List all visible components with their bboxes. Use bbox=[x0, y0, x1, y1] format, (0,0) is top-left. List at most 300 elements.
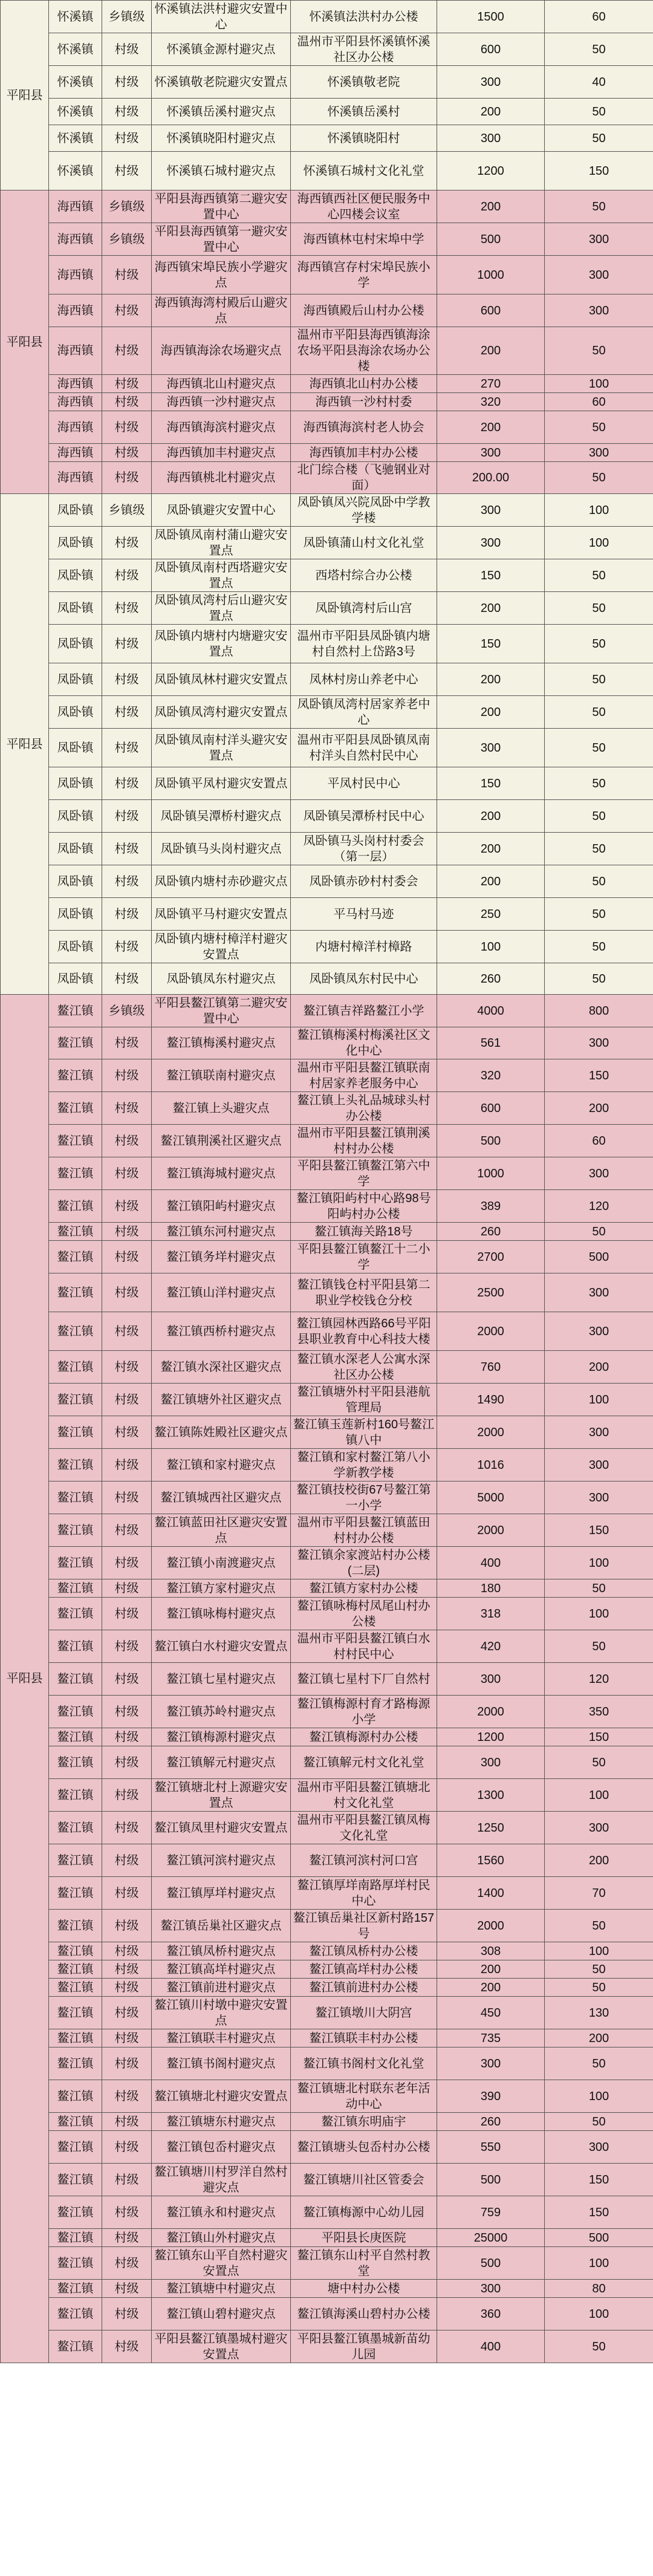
level-cell: 村级 bbox=[102, 411, 152, 444]
town-cell: 凤卧镇 bbox=[49, 767, 102, 800]
location-cell: 温州市平阳县怀溪镇怀溪社区办公楼 bbox=[291, 33, 437, 66]
level-cell: 乡镇级 bbox=[102, 494, 152, 527]
level-cell: 村级 bbox=[102, 527, 152, 559]
town-cell: 海西镇 bbox=[49, 375, 102, 393]
town-cell: 海西镇 bbox=[49, 444, 102, 462]
capacity-cell: 300 bbox=[545, 1312, 653, 1351]
table-row bbox=[1, 1092, 653, 1125]
location-cell: 内塘村樟洋村樟路 bbox=[291, 931, 437, 963]
capacity-cell: 100 bbox=[545, 2080, 653, 2113]
table-row bbox=[1, 1223, 653, 1241]
table-row bbox=[1, 494, 653, 527]
name-cell: 凤卧镇马头岗村避灾点 bbox=[152, 833, 291, 865]
town-cell: 凤卧镇 bbox=[49, 696, 102, 729]
level-cell: 村级 bbox=[102, 1746, 152, 1779]
level-cell: 村级 bbox=[102, 2247, 152, 2280]
capacity-cell: 150 bbox=[545, 1059, 653, 1092]
level-cell: 村级 bbox=[102, 2131, 152, 2164]
area-cell: 1500 bbox=[437, 1, 545, 33]
area-cell: 100 bbox=[437, 931, 545, 963]
town-cell: 怀溪镇 bbox=[49, 1, 102, 33]
town-cell: 凤卧镇 bbox=[49, 494, 102, 527]
town-cell: 怀溪镇 bbox=[49, 66, 102, 99]
table-row bbox=[1, 898, 653, 931]
level-cell: 乡镇级 bbox=[102, 190, 152, 223]
table-row bbox=[1, 1746, 653, 1779]
table-row bbox=[1, 1059, 653, 1092]
location-cell: 鳌江镇东明庙宇 bbox=[291, 2113, 437, 2131]
town-cell: 海西镇 bbox=[49, 462, 102, 494]
area-cell: 735 bbox=[437, 2029, 545, 2047]
name-cell: 鳌江镇河滨村避灾点 bbox=[152, 1844, 291, 1877]
table-row bbox=[1, 696, 653, 729]
capacity-cell: 50 bbox=[545, 767, 653, 800]
table-row bbox=[1, 767, 653, 800]
town-cell: 鳌江镇 bbox=[49, 2229, 102, 2247]
area-cell: 2000 bbox=[437, 1910, 545, 1942]
location-cell: 温州市平阳县鳌江镇联南村居家养老服务中心 bbox=[291, 1059, 437, 1092]
town-cell: 鳌江镇 bbox=[49, 1630, 102, 1663]
town-cell: 鳌江镇 bbox=[49, 1877, 102, 1910]
level-cell: 村级 bbox=[102, 1844, 152, 1877]
name-cell: 海西镇北山村避灾点 bbox=[152, 375, 291, 393]
name-cell: 凤卧镇避灾安置中心 bbox=[152, 494, 291, 527]
town-cell: 怀溪镇 bbox=[49, 99, 102, 125]
level-cell: 村级 bbox=[102, 152, 152, 190]
level-cell: 村级 bbox=[102, 1960, 152, 1979]
name-cell: 鳌江镇城西社区避灾点 bbox=[152, 1482, 291, 1514]
name-cell: 海西镇加丰村避灾点 bbox=[152, 444, 291, 462]
capacity-cell: 300 bbox=[545, 1416, 653, 1449]
name-cell: 鳌江镇岳巢社区避灾点 bbox=[152, 1910, 291, 1942]
table-row bbox=[1, 833, 653, 865]
town-cell: 海西镇 bbox=[49, 190, 102, 223]
level-cell: 村级 bbox=[102, 1598, 152, 1630]
location-cell: 鳌江镇解元村文化礼堂 bbox=[291, 1746, 437, 1779]
area-cell: 270 bbox=[437, 375, 545, 393]
table-row bbox=[1, 1877, 653, 1910]
area-cell: 1400 bbox=[437, 1877, 545, 1910]
table-row bbox=[1, 1844, 653, 1877]
level-cell: 村级 bbox=[102, 2164, 152, 2196]
capacity-cell: 100 bbox=[545, 1384, 653, 1416]
town-cell: 海西镇 bbox=[49, 411, 102, 444]
location-cell: 鳌江镇余家渡站村办公楼(二层) bbox=[291, 1547, 437, 1579]
area-cell: 2000 bbox=[437, 1416, 545, 1449]
location-cell: 鳌江镇凤桥村办公楼 bbox=[291, 1942, 437, 1960]
capacity-cell: 50 bbox=[545, 625, 653, 663]
level-cell: 村级 bbox=[102, 2080, 152, 2113]
name-cell: 鳌江镇山洋村避灾点 bbox=[152, 1273, 291, 1312]
location-cell: 鳌江镇咏梅村凤尾山村办公楼 bbox=[291, 1598, 437, 1630]
location-cell: 鳌江镇技校街67号鳌江第一小学 bbox=[291, 1482, 437, 1514]
level-cell: 村级 bbox=[102, 1979, 152, 1997]
table-row bbox=[1, 2330, 653, 2363]
area-cell: 300 bbox=[437, 494, 545, 527]
location-cell: 鳌江镇梅溪村梅溪社区文化中心 bbox=[291, 1027, 437, 1059]
level-cell: 村级 bbox=[102, 1579, 152, 1598]
name-cell: 鳌江镇凤里村避灾安置点 bbox=[152, 1812, 291, 1844]
table-row bbox=[1, 527, 653, 559]
table-row bbox=[1, 99, 653, 125]
name-cell: 鳌江镇高垟村避灾点 bbox=[152, 1960, 291, 1979]
location-cell: 鳌江镇东山村平自然村教堂 bbox=[291, 2247, 437, 2280]
table-row bbox=[1, 865, 653, 898]
level-cell: 村级 bbox=[102, 1910, 152, 1942]
name-cell: 鳌江镇塘中村避灾点 bbox=[152, 2280, 291, 2298]
location-cell: 怀溪镇晓阳村 bbox=[291, 125, 437, 152]
county-cell: 平阳县 bbox=[1, 1, 49, 190]
capacity-cell: 200 bbox=[545, 1844, 653, 1877]
name-cell: 平阳县鳌江镇墨城村避灾安置点 bbox=[152, 2330, 291, 2363]
location-cell: 鳌江镇书阁村文化礼堂 bbox=[291, 2047, 437, 2080]
town-cell: 鳌江镇 bbox=[49, 1812, 102, 1844]
table-row bbox=[1, 2229, 653, 2247]
area-cell: 1200 bbox=[437, 152, 545, 190]
name-cell: 凤卧镇凤林村避灾安置点 bbox=[152, 663, 291, 696]
location-cell: 平马村马迹 bbox=[291, 898, 437, 931]
town-cell: 鳌江镇 bbox=[49, 2047, 102, 2080]
level-cell: 村级 bbox=[102, 1812, 152, 1844]
town-cell: 鳌江镇 bbox=[49, 1190, 102, 1223]
town-cell: 鳌江镇 bbox=[49, 2164, 102, 2196]
area-cell: 300 bbox=[437, 1746, 545, 1779]
town-cell: 凤卧镇 bbox=[49, 625, 102, 663]
name-cell: 凤卧镇凤南村蒲山避灾安置点 bbox=[152, 527, 291, 559]
level-cell: 村级 bbox=[102, 1157, 152, 1190]
level-cell: 村级 bbox=[102, 898, 152, 931]
town-cell: 海西镇 bbox=[49, 256, 102, 294]
table-row bbox=[1, 256, 653, 294]
level-cell: 村级 bbox=[102, 663, 152, 696]
level-cell: 村级 bbox=[102, 1728, 152, 1746]
capacity-cell: 300 bbox=[545, 1027, 653, 1059]
table-row bbox=[1, 125, 653, 152]
area-cell: 1250 bbox=[437, 1812, 545, 1844]
town-cell: 凤卧镇 bbox=[49, 663, 102, 696]
area-cell: 1000 bbox=[437, 1157, 545, 1190]
level-cell: 村级 bbox=[102, 800, 152, 833]
level-cell: 村级 bbox=[102, 767, 152, 800]
table-row bbox=[1, 1663, 653, 1696]
town-cell: 凤卧镇 bbox=[49, 898, 102, 931]
town-cell: 鳌江镇 bbox=[49, 2280, 102, 2298]
town-cell: 凤卧镇 bbox=[49, 865, 102, 898]
capacity-cell: 100 bbox=[545, 1598, 653, 1630]
level-cell: 村级 bbox=[102, 1125, 152, 1157]
capacity-cell: 150 bbox=[545, 152, 653, 190]
level-cell: 村级 bbox=[102, 1273, 152, 1312]
capacity-cell: 50 bbox=[545, 559, 653, 592]
location-cell: 鳌江镇园林西路66号平阳县职业教育中心科技大楼 bbox=[291, 1312, 437, 1351]
location-cell: 西塔村综合办公楼 bbox=[291, 559, 437, 592]
level-cell: 村级 bbox=[102, 865, 152, 898]
level-cell: 村级 bbox=[102, 592, 152, 625]
area-cell: 150 bbox=[437, 559, 545, 592]
name-cell: 鳌江镇小南渡避灾点 bbox=[152, 1547, 291, 1579]
name-cell: 怀溪镇晓阳村避灾点 bbox=[152, 125, 291, 152]
table-row bbox=[1, 1416, 653, 1449]
table-row bbox=[1, 223, 653, 256]
area-cell: 389 bbox=[437, 1190, 545, 1223]
town-cell: 凤卧镇 bbox=[49, 729, 102, 767]
table-row bbox=[1, 2113, 653, 2131]
town-cell: 鳌江镇 bbox=[49, 995, 102, 1027]
level-cell: 村级 bbox=[102, 1092, 152, 1125]
capacity-cell: 100 bbox=[545, 375, 653, 393]
level-cell: 村级 bbox=[102, 1630, 152, 1663]
level-cell: 村级 bbox=[102, 375, 152, 393]
name-cell: 鳌江镇上头避灾点 bbox=[152, 1092, 291, 1125]
name-cell: 鳌江镇联丰村避灾点 bbox=[152, 2029, 291, 2047]
town-cell: 鳌江镇 bbox=[49, 2298, 102, 2330]
location-cell: 海西镇一沙村村委 bbox=[291, 393, 437, 411]
table-row bbox=[1, 2280, 653, 2298]
table-row bbox=[1, 1910, 653, 1942]
level-cell: 村级 bbox=[102, 125, 152, 152]
location-cell: 鳌江镇河滨村河口宫 bbox=[291, 1844, 437, 1877]
level-cell: 村级 bbox=[102, 1514, 152, 1547]
level-cell: 村级 bbox=[102, 1416, 152, 1449]
area-cell: 260 bbox=[437, 1223, 545, 1241]
table-row bbox=[1, 1125, 653, 1157]
location-cell: 鳌江镇前进村办公楼 bbox=[291, 1979, 437, 1997]
table-row bbox=[1, 592, 653, 625]
table-row bbox=[1, 1598, 653, 1630]
capacity-cell: 50 bbox=[545, 1223, 653, 1241]
capacity-cell: 50 bbox=[545, 1746, 653, 1779]
table-row bbox=[1, 995, 653, 1027]
town-cell: 鳌江镇 bbox=[49, 2131, 102, 2164]
level-cell: 村级 bbox=[102, 1241, 152, 1273]
location-cell: 海西镇北山村办公楼 bbox=[291, 375, 437, 393]
capacity-cell: 300 bbox=[545, 1157, 653, 1190]
capacity-cell: 300 bbox=[545, 256, 653, 294]
location-cell: 平阳县鳌江镇墨城新苗幼儿园 bbox=[291, 2330, 437, 2363]
town-cell: 鳌江镇 bbox=[49, 1241, 102, 1273]
level-cell: 村级 bbox=[102, 1779, 152, 1812]
table-row bbox=[1, 1384, 653, 1416]
location-cell: 海西镇加丰村办公楼 bbox=[291, 444, 437, 462]
level-cell: 村级 bbox=[102, 2280, 152, 2298]
town-cell: 鳌江镇 bbox=[49, 1416, 102, 1449]
name-cell: 鳌江镇东河村避灾点 bbox=[152, 1223, 291, 1241]
area-cell: 600 bbox=[437, 1092, 545, 1125]
name-cell: 鳌江镇山碧村避灾点 bbox=[152, 2298, 291, 2330]
table-row bbox=[1, 1942, 653, 1960]
location-cell: 鳌江镇海溪山碧村办公楼 bbox=[291, 2298, 437, 2330]
capacity-cell: 60 bbox=[545, 393, 653, 411]
name-cell: 鳌江镇水深社区避灾点 bbox=[152, 1351, 291, 1384]
name-cell: 怀溪镇石城村避灾点 bbox=[152, 152, 291, 190]
location-cell: 鳌江镇上头礼品城球头村办公楼 bbox=[291, 1092, 437, 1125]
town-cell: 鳌江镇 bbox=[49, 1351, 102, 1384]
capacity-cell: 50 bbox=[545, 1579, 653, 1598]
area-cell: 308 bbox=[437, 1942, 545, 1960]
area-cell: 250 bbox=[437, 898, 545, 931]
town-cell: 鳌江镇 bbox=[49, 1312, 102, 1351]
level-cell: 村级 bbox=[102, 294, 152, 327]
name-cell: 鳌江镇山外村避灾点 bbox=[152, 2229, 291, 2247]
name-cell: 鳌江镇东山平自然村避灾安置点 bbox=[152, 2247, 291, 2280]
capacity-cell: 50 bbox=[545, 696, 653, 729]
town-cell: 鳌江镇 bbox=[49, 1960, 102, 1979]
capacity-cell: 150 bbox=[545, 2196, 653, 2229]
town-cell: 鳌江镇 bbox=[49, 1223, 102, 1241]
location-cell: 温州市平阳县凤卧镇内塘村自然村上岱路3号 bbox=[291, 625, 437, 663]
location-cell: 凤卧镇凤兴院凤卧中学教学楼 bbox=[291, 494, 437, 527]
capacity-cell: 120 bbox=[545, 1190, 653, 1223]
table-row bbox=[1, 1728, 653, 1746]
level-cell: 村级 bbox=[102, 559, 152, 592]
location-cell: 鳌江镇和家村鳌江第八小学新教学楼 bbox=[291, 1449, 437, 1482]
name-cell: 海西镇海滨村避灾点 bbox=[152, 411, 291, 444]
table-row bbox=[1, 963, 653, 995]
table-row bbox=[1, 1351, 653, 1384]
name-cell: 海西镇一沙村避灾点 bbox=[152, 393, 291, 411]
location-cell: 怀溪镇法洪村办公楼 bbox=[291, 1, 437, 33]
location-cell: 海西镇宫存村宋埠民族小学 bbox=[291, 256, 437, 294]
area-cell: 300 bbox=[437, 444, 545, 462]
county-cell: 平阳县 bbox=[1, 190, 49, 494]
capacity-cell: 50 bbox=[545, 963, 653, 995]
location-cell: 温州市平阳县鳌江镇白水村村民中心 bbox=[291, 1630, 437, 1663]
level-cell: 村级 bbox=[102, 256, 152, 294]
location-cell: 鳌江镇方家村办公楼 bbox=[291, 1579, 437, 1598]
town-cell: 鳌江镇 bbox=[49, 2330, 102, 2363]
level-cell: 村级 bbox=[102, 696, 152, 729]
town-cell: 鳌江镇 bbox=[49, 1979, 102, 1997]
capacity-cell: 50 bbox=[545, 592, 653, 625]
table-row bbox=[1, 2298, 653, 2330]
capacity-cell: 300 bbox=[545, 1812, 653, 1844]
name-cell: 海西镇海涂农场避灾点 bbox=[152, 327, 291, 375]
name-cell: 鳌江镇蓝田社区避灾安置点 bbox=[152, 1514, 291, 1547]
location-cell: 鳌江镇墩川大阴宫 bbox=[291, 1997, 437, 2029]
area-cell: 2500 bbox=[437, 1273, 545, 1312]
table-row bbox=[1, 1027, 653, 1059]
capacity-cell: 50 bbox=[545, 729, 653, 767]
area-cell: 1016 bbox=[437, 1449, 545, 1482]
town-cell: 鳌江镇 bbox=[49, 1514, 102, 1547]
table-row bbox=[1, 1547, 653, 1579]
area-cell: 200 bbox=[437, 327, 545, 375]
town-cell: 怀溪镇 bbox=[49, 152, 102, 190]
town-cell: 鳌江镇 bbox=[49, 2247, 102, 2280]
area-cell: 2000 bbox=[437, 1696, 545, 1728]
table-row bbox=[1, 559, 653, 592]
capacity-cell: 50 bbox=[545, 190, 653, 223]
name-cell: 鳌江镇包岙村避灾点 bbox=[152, 2131, 291, 2164]
location-cell: 海西镇殿后山村办公楼 bbox=[291, 294, 437, 327]
capacity-cell: 50 bbox=[545, 663, 653, 696]
area-cell: 260 bbox=[437, 963, 545, 995]
name-cell: 鳌江镇务垟村避灾点 bbox=[152, 1241, 291, 1273]
town-cell: 凤卧镇 bbox=[49, 963, 102, 995]
area-cell: 318 bbox=[437, 1598, 545, 1630]
capacity-cell: 50 bbox=[545, 2113, 653, 2131]
location-cell: 海西镇西社区便民服务中心四楼会议室 bbox=[291, 190, 437, 223]
name-cell: 平阳县海西镇第二避灾安置中心 bbox=[152, 190, 291, 223]
town-cell: 鳌江镇 bbox=[49, 1997, 102, 2029]
name-cell: 怀溪镇金源村避灾点 bbox=[152, 33, 291, 66]
capacity-cell: 50 bbox=[545, 125, 653, 152]
area-cell: 2000 bbox=[437, 1514, 545, 1547]
area-cell: 759 bbox=[437, 2196, 545, 2229]
area-cell: 320 bbox=[437, 393, 545, 411]
level-cell: 村级 bbox=[102, 444, 152, 462]
capacity-cell: 50 bbox=[545, 898, 653, 931]
location-cell: 鳌江镇联丰村办公楼 bbox=[291, 2029, 437, 2047]
table-row bbox=[1, 393, 653, 411]
level-cell: 村级 bbox=[102, 1997, 152, 2029]
capacity-cell: 80 bbox=[545, 2280, 653, 2298]
capacity-cell: 100 bbox=[545, 2247, 653, 2280]
area-cell: 200 bbox=[437, 1979, 545, 1997]
name-cell: 鳌江镇塘北村上源避灾安置点 bbox=[152, 1779, 291, 1812]
capacity-cell: 100 bbox=[545, 2298, 653, 2330]
town-cell: 海西镇 bbox=[49, 223, 102, 256]
area-cell: 300 bbox=[437, 729, 545, 767]
capacity-cell: 100 bbox=[545, 494, 653, 527]
capacity-cell: 300 bbox=[545, 2131, 653, 2164]
level-cell: 村级 bbox=[102, 1384, 152, 1416]
level-cell: 村级 bbox=[102, 729, 152, 767]
name-cell: 凤卧镇内塘村赤砂避灾点 bbox=[152, 865, 291, 898]
level-cell: 村级 bbox=[102, 462, 152, 494]
capacity-cell: 300 bbox=[545, 1449, 653, 1482]
location-cell: 凤卧镇马头岗村村委会（第一层） bbox=[291, 833, 437, 865]
level-cell: 村级 bbox=[102, 2229, 152, 2247]
town-cell: 鳌江镇 bbox=[49, 1910, 102, 1942]
area-cell: 200 bbox=[437, 833, 545, 865]
level-cell: 村级 bbox=[102, 33, 152, 66]
capacity-cell: 100 bbox=[545, 1942, 653, 1960]
location-cell: 温州市平阳县凤卧镇凤南村洋头自然村民中心 bbox=[291, 729, 437, 767]
capacity-cell: 300 bbox=[545, 1482, 653, 1514]
location-cell: 海西镇林屯村宋埠中学 bbox=[291, 223, 437, 256]
location-cell: 鳌江镇高垟村办公楼 bbox=[291, 1960, 437, 1979]
town-cell: 鳌江镇 bbox=[49, 2196, 102, 2229]
area-cell: 200.00 bbox=[437, 462, 545, 494]
name-cell: 凤卧镇凤南村西塔避灾安置点 bbox=[152, 559, 291, 592]
table-row bbox=[1, 800, 653, 833]
table-row bbox=[1, 327, 653, 375]
town-cell: 鳌江镇 bbox=[49, 1844, 102, 1877]
table-row bbox=[1, 1979, 653, 1997]
town-cell: 鳌江镇 bbox=[49, 1746, 102, 1779]
name-cell: 鳌江镇前进村避灾点 bbox=[152, 1979, 291, 1997]
area-cell: 150 bbox=[437, 767, 545, 800]
location-cell: 鳌江镇塘川社区管委会 bbox=[291, 2164, 437, 2196]
level-cell: 村级 bbox=[102, 1942, 152, 1960]
level-cell: 村级 bbox=[102, 2113, 152, 2131]
town-cell: 凤卧镇 bbox=[49, 833, 102, 865]
area-cell: 390 bbox=[437, 2080, 545, 2113]
location-cell: 温州市平阳县鳌江镇塘北村文化礼堂 bbox=[291, 1779, 437, 1812]
town-cell: 鳌江镇 bbox=[49, 2029, 102, 2047]
location-cell: 鳌江镇水深老人公寓水深社区办公楼 bbox=[291, 1351, 437, 1384]
capacity-cell: 50 bbox=[545, 833, 653, 865]
name-cell: 鳌江镇梅溪村避灾点 bbox=[152, 1027, 291, 1059]
table-row bbox=[1, 2080, 653, 2113]
area-cell: 200 bbox=[437, 99, 545, 125]
name-cell: 鳌江镇书阁村避灾点 bbox=[152, 2047, 291, 2080]
area-cell: 200 bbox=[437, 411, 545, 444]
name-cell: 鳌江镇七星村避灾点 bbox=[152, 1663, 291, 1696]
name-cell: 凤卧镇平马村避灾安置点 bbox=[152, 898, 291, 931]
town-cell: 鳌江镇 bbox=[49, 2080, 102, 2113]
